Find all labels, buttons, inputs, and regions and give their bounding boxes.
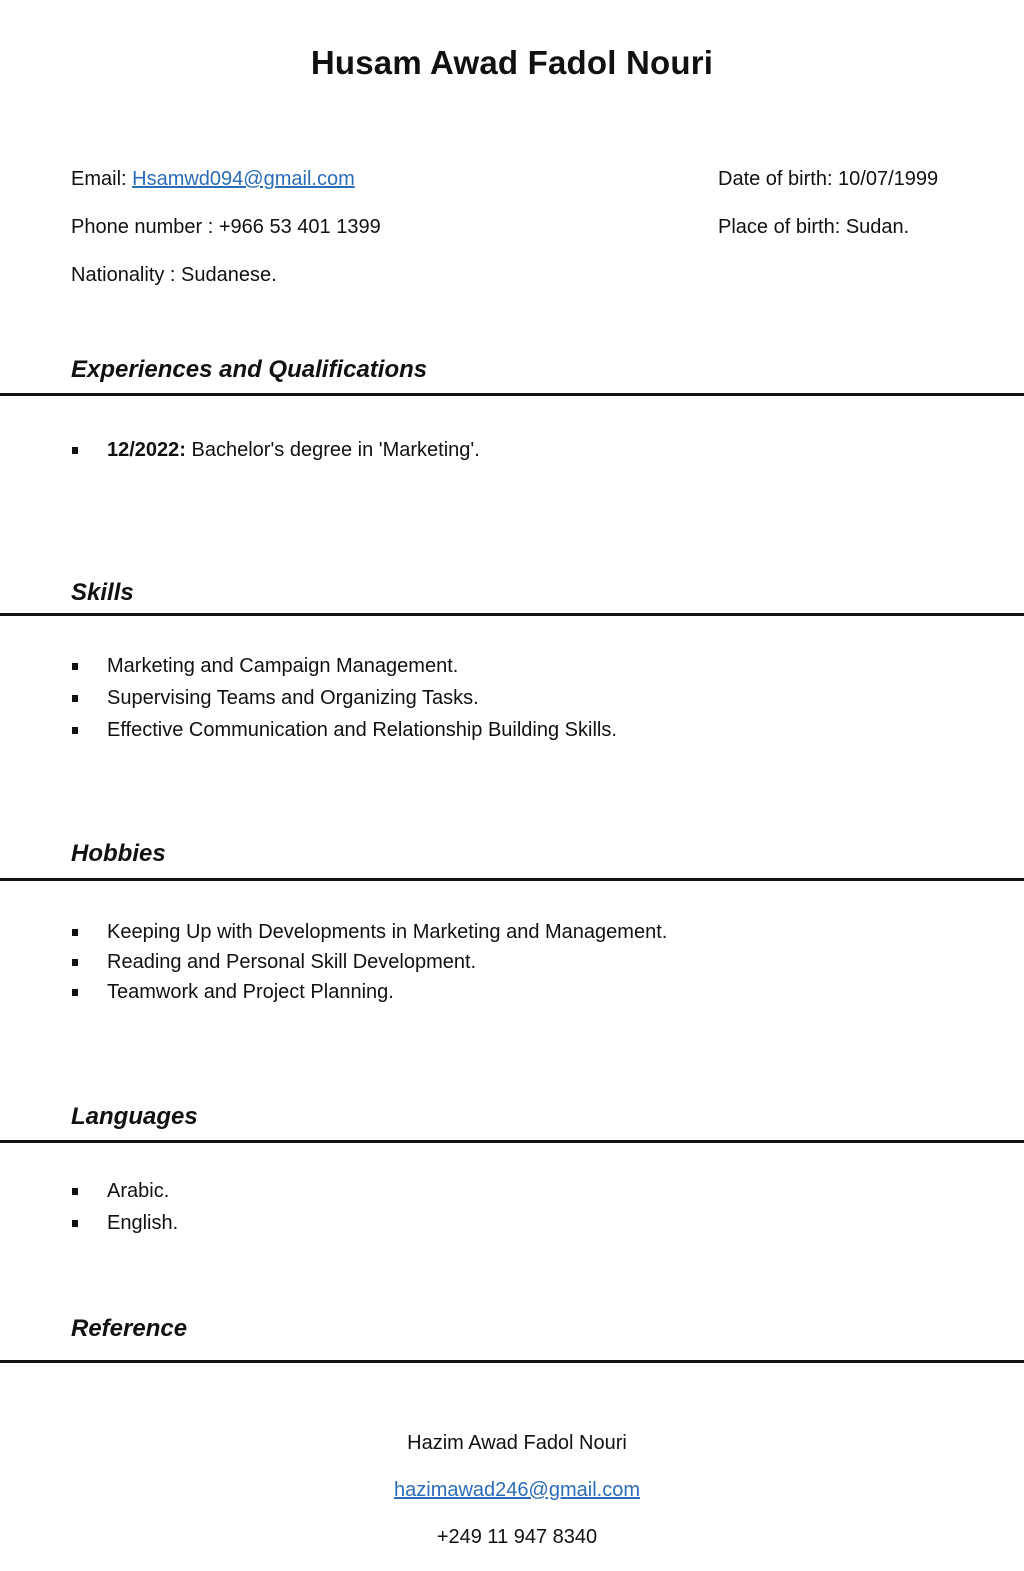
bullet-icon [72, 1220, 78, 1227]
hobby-text: Reading and Personal Skill Development. [107, 951, 477, 973]
bullet-icon [72, 447, 78, 454]
hobbies-section-title: Hobbies [71, 840, 166, 867]
experience-divider [0, 393, 1024, 396]
languages-section-title: Languages [71, 1103, 198, 1130]
skills-section-title: Skills [71, 579, 134, 606]
skill-text: Marketing and Campaign Management. [107, 655, 459, 677]
experience-item [70, 436, 480, 464]
hobby-text: Keeping Up with Developments in Marketing and Management. [107, 921, 668, 943]
skill-item [70, 714, 617, 746]
reference-phone: +249 11 947 8340 [436, 1526, 598, 1548]
experience-date: 12/2022: [107, 439, 186, 461]
skills-list [70, 650, 617, 746]
date-of-birth-line: Date of birth: 10/07/1999 [718, 168, 939, 190]
reference-name: Hazim Awad Fadol Nouri [407, 1432, 627, 1454]
skill-item [70, 682, 617, 714]
experience-list [70, 436, 480, 464]
reference-section-title: Reference [71, 1315, 188, 1342]
skill-item [70, 650, 617, 682]
hobby-item [70, 947, 667, 977]
bullet-icon [72, 727, 78, 734]
email-link[interactable]: Hsamwd094@gmail.com [132, 168, 355, 190]
hobby-text: Teamwork and Project Planning. [107, 981, 394, 1003]
hobby-item [70, 977, 667, 1007]
experience-text: Bachelor's degree in 'Marketing'. [185, 439, 480, 461]
resume-name: Husam Awad Fadol Nouri [310, 44, 714, 81]
experience-section-title: Experiences and Qualifications [71, 356, 428, 383]
languages-list [70, 1175, 178, 1239]
reference-divider [0, 1360, 1024, 1363]
reference-email-line [0, 1479, 1024, 1502]
skill-text: Supervising Teams and Organizing Tasks. [107, 687, 479, 709]
hobbies-divider [0, 878, 1024, 881]
language-item [70, 1175, 178, 1207]
bullet-icon [72, 1188, 78, 1195]
phone-line: Phone number : +966 53 401 1399 [71, 216, 381, 238]
skill-text: Effective Communication and Relationship Building Skills. [107, 719, 617, 741]
skills-divider [0, 613, 1024, 616]
email-label: Email: [71, 168, 133, 190]
bullet-icon [72, 663, 78, 670]
email-line [71, 168, 355, 191]
hobbies-list [70, 917, 667, 1007]
bullet-icon [72, 989, 78, 996]
language-item [70, 1207, 178, 1239]
nationality-line: Nationality : Sudanese. [71, 264, 277, 286]
reference-email-link[interactable]: hazimawad246@gmail.com [394, 1479, 640, 1501]
hobby-item [70, 917, 667, 947]
language-text: English. [107, 1212, 179, 1234]
place-of-birth-line: Place of birth: Sudan. [718, 216, 910, 238]
bullet-icon [72, 929, 78, 936]
bullet-icon [72, 695, 78, 702]
language-text: Arabic. [107, 1180, 170, 1202]
bullet-icon [72, 959, 78, 966]
languages-divider [0, 1140, 1024, 1143]
